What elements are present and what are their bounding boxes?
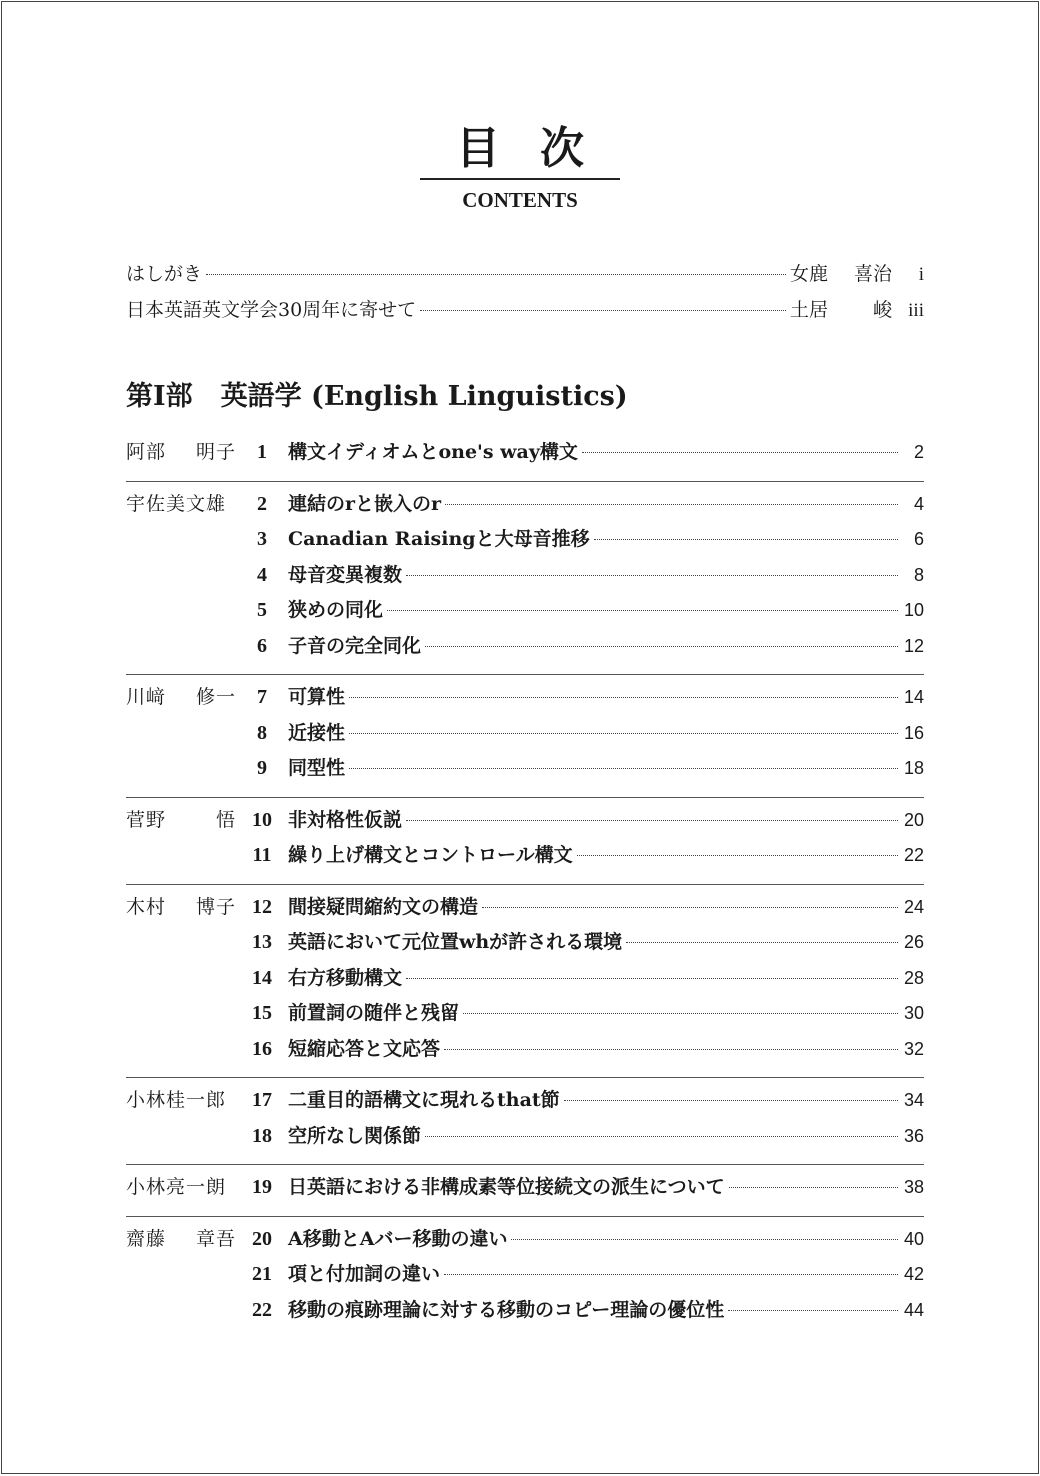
entry-title: 空所なし関係節 [288, 1124, 422, 1147]
author-group [126, 798, 924, 885]
entry-title: 構文イディオムとone's way構文 [288, 441, 578, 463]
part-heading [126, 374, 628, 413]
toc-entry[interactable] [126, 840, 924, 876]
toc-entry[interactable] [126, 560, 924, 596]
author-group [126, 1217, 924, 1339]
entry-title: 連結のrと嵌入のr [288, 492, 442, 515]
dot-leader [349, 768, 898, 769]
entry-title: A移動とAバー移動の違い [288, 1227, 508, 1250]
entry-number: 20 [252, 1227, 272, 1250]
front-matter [126, 259, 924, 331]
entry-page: 28 [903, 967, 924, 988]
toc-entry[interactable] [126, 998, 924, 1034]
entry-page: 2 [913, 442, 924, 462]
dot-leader [420, 310, 786, 311]
entry-page: 10 [903, 600, 924, 620]
dot-leader [406, 978, 898, 979]
entry-number: 13 [252, 931, 272, 953]
entry-number: 22 [252, 1298, 272, 1321]
toc-entry[interactable] [126, 1259, 924, 1295]
entry-number: 9 [257, 757, 267, 779]
dot-leader [206, 274, 786, 275]
entry-page: 34 [903, 1090, 924, 1110]
toc-entry[interactable] [126, 1224, 924, 1260]
entry-page: 38 [903, 1177, 924, 1197]
dot-leader [425, 1136, 898, 1137]
dot-leader [729, 1187, 898, 1188]
entry-number: 16 [252, 1037, 272, 1060]
entry-title: 狭めの同化 [288, 599, 384, 621]
entry-number: 14 [252, 966, 272, 989]
entry-title: 近接性 [288, 721, 346, 744]
entry-page: 36 [903, 1125, 924, 1146]
entry-title: 可算性 [288, 686, 346, 708]
entry-title: 間接疑問縮約文の構造 [288, 895, 479, 918]
entry-page: 16 [903, 722, 924, 743]
entry-page: 42 [903, 1264, 924, 1284]
entry-author: 阿部 明子 [126, 441, 236, 463]
front-matter-page: i [918, 264, 924, 285]
entry-page: 18 [903, 758, 924, 778]
entry-page: 12 [903, 635, 924, 656]
toc-entry[interactable] [126, 1085, 924, 1121]
entry-number: 15 [252, 1002, 272, 1024]
entry-number: 17 [252, 1089, 272, 1111]
entry-page: 40 [903, 1228, 924, 1249]
dot-leader [594, 539, 898, 540]
entry-title: 移動の痕跡理論に対する移動のコピー理論の優位性 [288, 1298, 725, 1321]
entry-page: 24 [903, 896, 924, 917]
entry-page: 30 [903, 1003, 924, 1023]
author-group [126, 675, 924, 798]
entry-number: 21 [252, 1263, 272, 1285]
entry-title: 非対格性仮説 [288, 808, 403, 831]
entry-author: 齋藤 章吾 [126, 1227, 236, 1250]
toc-entry[interactable] [126, 437, 924, 473]
dot-leader [387, 610, 898, 611]
author-group [126, 1078, 924, 1165]
author-group [126, 482, 924, 676]
toc-entry[interactable] [126, 718, 924, 754]
dot-leader [349, 733, 898, 734]
toc-entry[interactable] [126, 524, 924, 560]
entry-number: 10 [252, 808, 272, 831]
author-group [126, 885, 924, 1079]
dot-leader [564, 1100, 898, 1101]
entry-number: 1 [257, 441, 267, 463]
dot-leader [582, 452, 898, 453]
entry-author: 川﨑 修一 [126, 686, 236, 708]
dot-leader [445, 504, 898, 505]
toc-entry[interactable] [126, 1295, 924, 1331]
dot-leader [425, 646, 898, 647]
dot-leader [406, 820, 898, 821]
entry-author: 宇佐美文雄 [126, 492, 227, 515]
entry-title: 前置詞の随伴と残留 [288, 1002, 460, 1024]
toc-entry[interactable] [126, 963, 924, 999]
entry-number: 19 [252, 1176, 272, 1198]
entry-title: 英語において元位置whが許される環境 [288, 931, 623, 953]
part-title: 英語学 (English Linguistics) [220, 381, 628, 412]
entry-number: 2 [257, 492, 267, 515]
entry-number: 11 [252, 844, 272, 866]
toc-entry[interactable] [126, 1121, 924, 1157]
front-matter-row[interactable] [126, 295, 924, 331]
entry-page: 44 [903, 1299, 924, 1320]
dot-leader [577, 855, 898, 856]
entry-page: 4 [913, 493, 924, 514]
entry-page: 8 [913, 564, 924, 585]
front-matter-title: 日本英語英文学会30周年に寄せて [126, 299, 417, 321]
toc-list [126, 430, 924, 1338]
entry-number: 4 [257, 563, 267, 586]
entry-number: 12 [252, 895, 272, 918]
toc-entry[interactable] [126, 631, 924, 667]
entry-title: 日英語における非構成素等位接続文の派生について [288, 1176, 725, 1198]
entry-author: 小林亮一朗 [126, 1176, 227, 1198]
entry-title: Canadian Raisingと大母音推移 [288, 528, 590, 550]
entry-number: 8 [257, 721, 267, 744]
toc-entry[interactable] [126, 595, 924, 631]
entry-title: 項と付加詞の違い [288, 1263, 441, 1285]
front-matter-author: 土居 峻 [790, 299, 892, 321]
entry-page: 6 [913, 529, 924, 549]
entry-author: 菅野 悟 [126, 808, 236, 831]
author-group [126, 430, 924, 482]
entry-page: 26 [903, 932, 924, 952]
toc-entry[interactable] [126, 489, 924, 525]
front-matter-author: 女鹿 喜治 [790, 263, 892, 285]
front-matter-row[interactable] [126, 259, 924, 295]
entry-title: 短縮応答と文応答 [288, 1037, 441, 1060]
entry-page: 32 [903, 1038, 924, 1059]
entry-title: 母音変異複数 [288, 563, 403, 586]
entry-title: 繰り上げ構文とコントロール構文 [288, 844, 573, 866]
toc-entry[interactable] [126, 805, 924, 841]
dot-leader [482, 907, 898, 908]
toc-entry[interactable] [126, 892, 924, 928]
part-label: 第Ⅰ部 [126, 381, 193, 412]
title-jp: 目次 [456, 123, 624, 174]
entry-number: 18 [252, 1124, 272, 1147]
page [1, 1, 1039, 1474]
entry-number: 3 [257, 528, 267, 550]
dot-leader [349, 697, 898, 698]
dot-leader [626, 942, 898, 943]
entry-page: 20 [903, 809, 924, 830]
entry-title: 子音の完全同化 [288, 634, 422, 657]
dot-leader [444, 1049, 898, 1050]
dot-leader [511, 1239, 898, 1240]
entry-page: 14 [903, 687, 924, 707]
dot-leader [406, 575, 898, 576]
contents-title-block [2, 122, 1038, 213]
title-rule [420, 178, 620, 180]
entry-title: 同型性 [288, 757, 346, 779]
front-matter-page: iii [908, 300, 924, 321]
entry-page: 22 [903, 845, 924, 865]
entry-title: 二重目的語構文に現れるthat節 [288, 1089, 560, 1111]
toc-entry[interactable] [126, 1034, 924, 1070]
entry-author: 木村 博子 [126, 895, 236, 918]
entry-number: 7 [257, 686, 267, 708]
entry-author: 小林桂一郎 [126, 1089, 227, 1111]
entry-number: 5 [257, 599, 267, 621]
toc-entry[interactable] [126, 753, 924, 789]
toc-entry[interactable] [126, 682, 924, 718]
dot-leader [728, 1310, 898, 1311]
dot-leader [444, 1274, 898, 1275]
front-matter-title: はしがき [126, 263, 203, 285]
entry-number: 6 [257, 634, 267, 657]
dot-leader [463, 1013, 898, 1014]
title-en: CONTENTS [462, 188, 578, 212]
entry-title: 右方移動構文 [288, 966, 403, 989]
toc-entry[interactable] [126, 927, 924, 963]
toc-entry[interactable] [126, 1172, 924, 1208]
author-group [126, 1165, 924, 1217]
